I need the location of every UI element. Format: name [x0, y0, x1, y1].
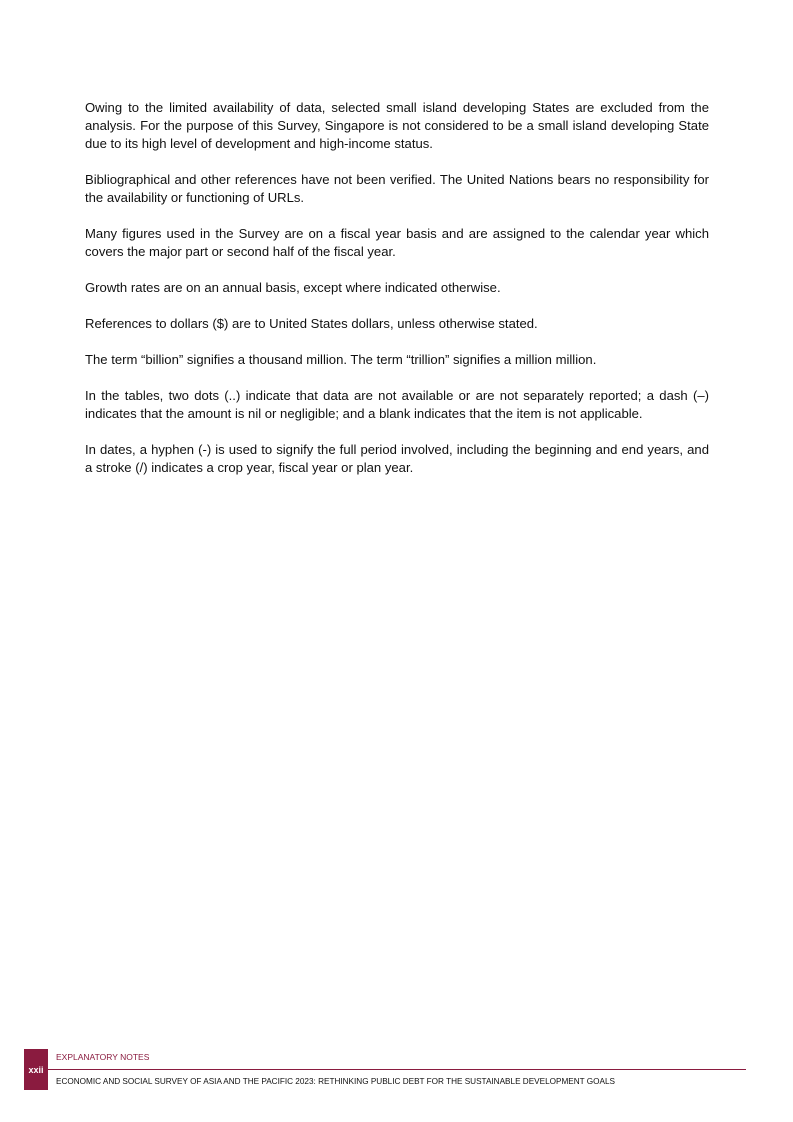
page-number: xxii — [24, 1049, 48, 1090]
note-paragraph: Growth rates are on an annual basis, except where indicated otherwise. — [85, 280, 501, 295]
note-paragraph: Many figures used in the Survey are on a fiscal year basis and are assigned to the calendar year which covers the major part or second half of the fiscal year. — [85, 226, 709, 259]
note-paragraph: Owing to the limited availability of data, selected small island developing States are excluded from the analysis. For the purpose of this Survey, Singapore is not considered to be a small island developing State due to its high level of development and high-income status. — [85, 100, 709, 151]
note-paragraph: In the tables, two dots (..) indicate that data are not available or are not separately reported; a dash (–) indicates that the amount is nil or negligible; and a blank indicates that the item is not applicable. — [85, 388, 709, 421]
note-paragraph: The term “billion” signifies a thousand million. The term “trillion” signifies a million million. — [85, 352, 597, 367]
note-paragraph: References to dollars ($) are to United States dollars, unless otherwise stated. — [85, 316, 538, 331]
publication-title: ECONOMIC AND SOCIAL SURVEY OF ASIA AND THE PACIFIC 2023: RETHINKING PUBLIC DEBT FOR THE SUSTAINABLE DEVELOPMENT GOALS — [56, 1077, 616, 1086]
page-footer — [24, 1049, 746, 1090]
footer-divider — [48, 1069, 746, 1070]
explanatory-notes-body — [85, 99, 709, 495]
section-label: EXPLANATORY NOTES — [56, 1052, 150, 1062]
note-paragraph: Bibliographical and other references have not been verified. The United Nations bears no responsibility for the availability or functioning of URLs. — [85, 172, 709, 205]
note-paragraph: In dates, a hyphen (-) is used to signify the full period involved, including the beginning and end years, and a stroke (/) indicates a crop year, fiscal year or plan year. — [85, 442, 709, 475]
